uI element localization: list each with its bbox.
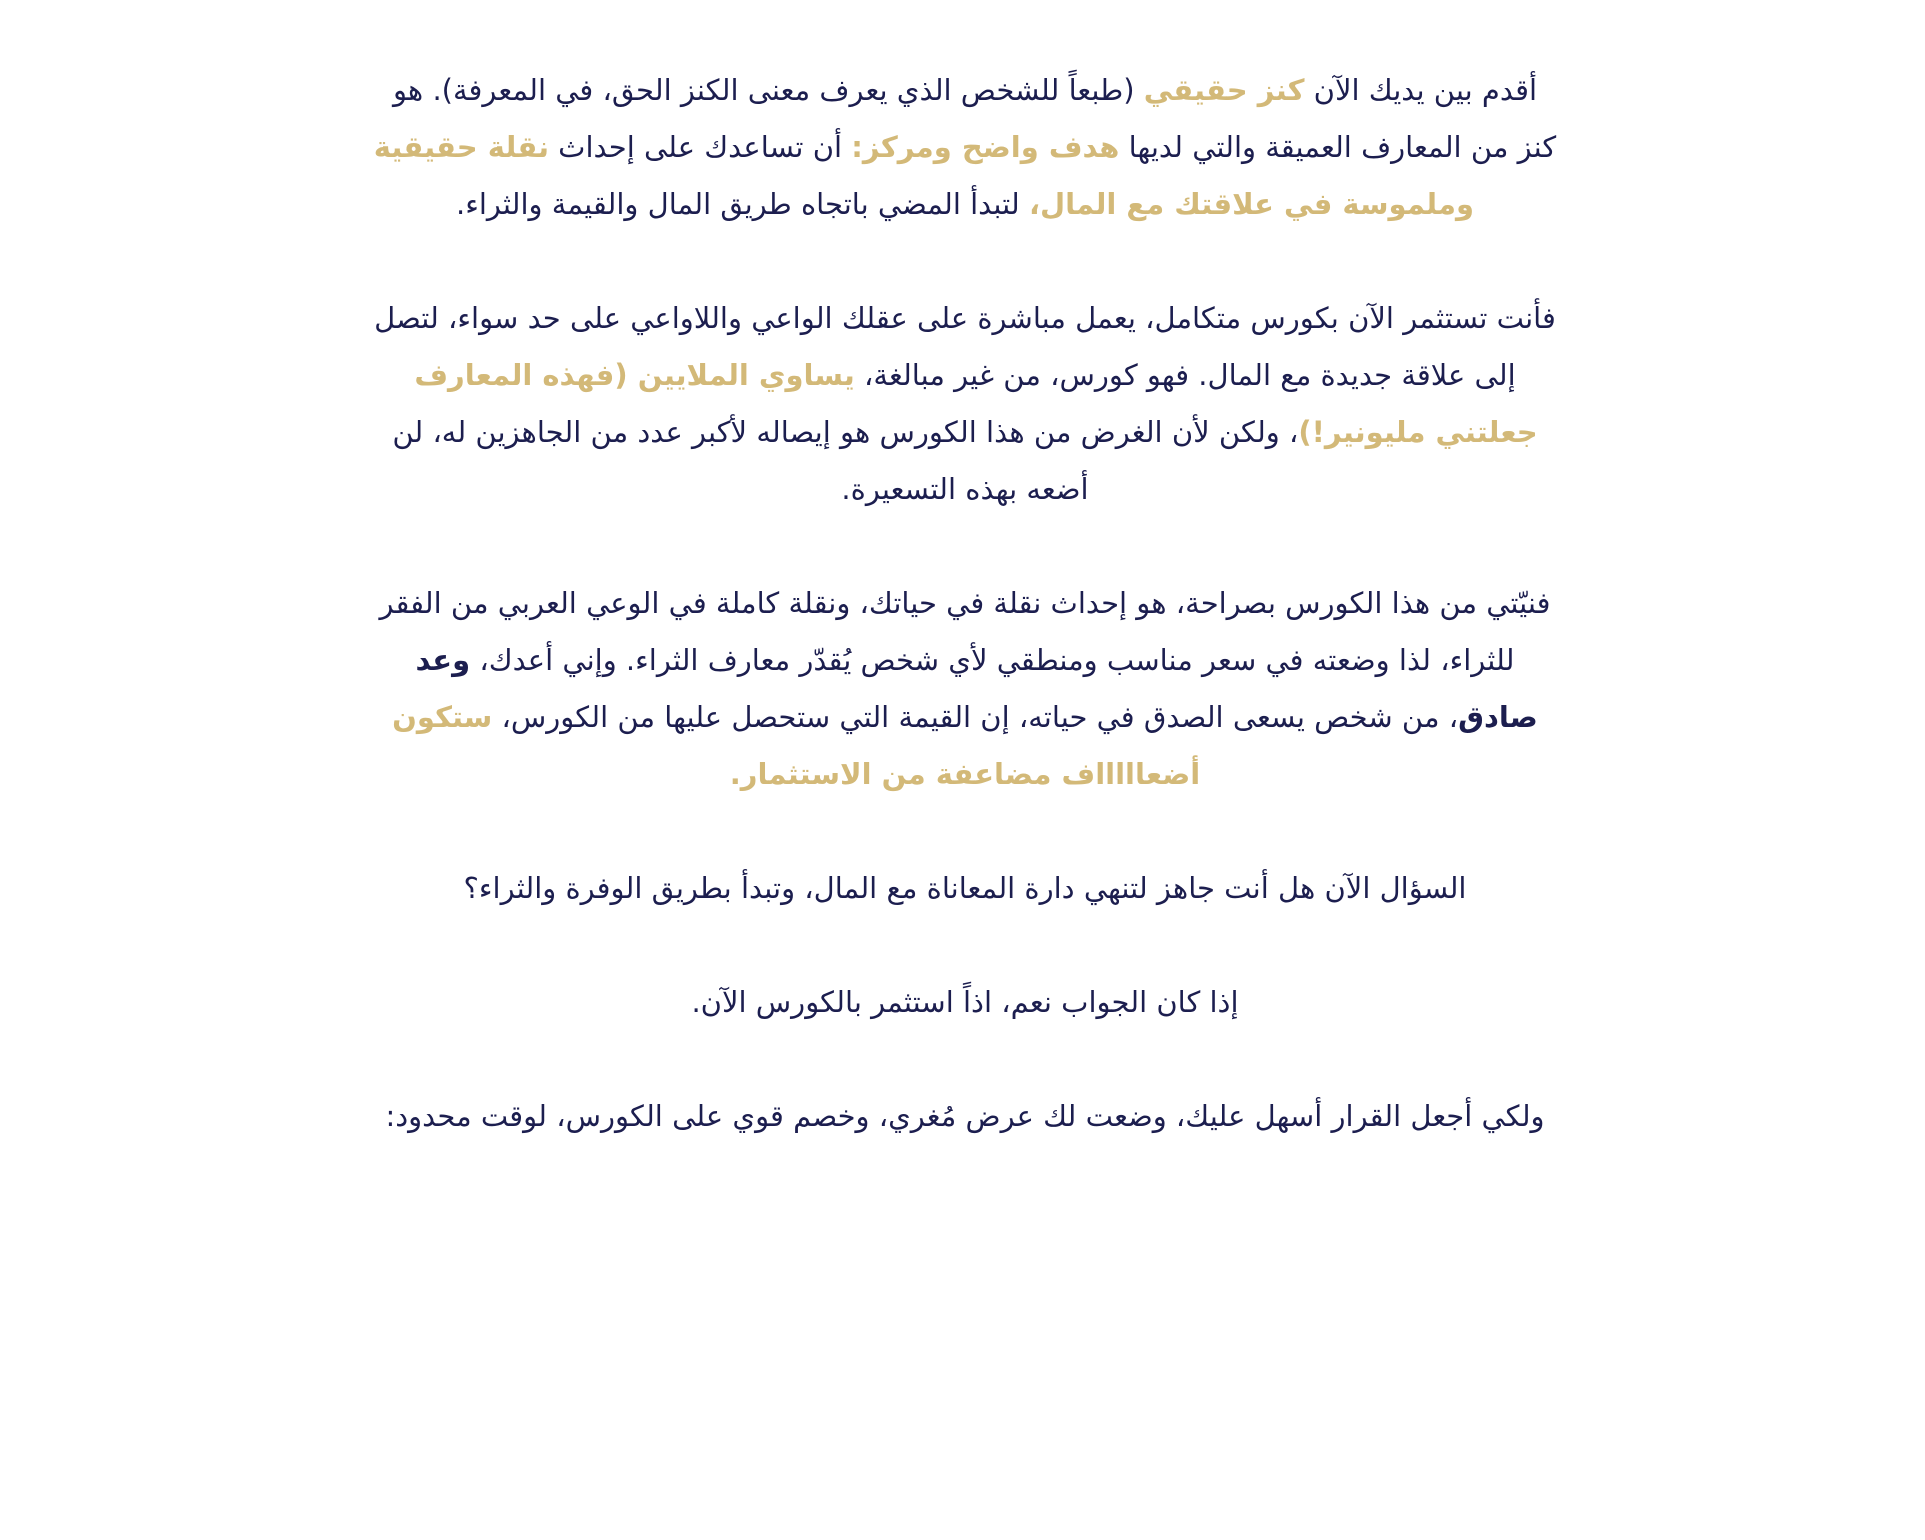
text-segment: أن تساعدك على إحداث <box>548 130 852 164</box>
paragraph-answer <box>370 974 1560 1031</box>
highlight-true-promise: وعد صادق <box>415 643 1538 734</box>
paragraph-question <box>370 860 1560 917</box>
text-segment: ، ولكن لأن الغرض من هذا الكورس هو إيصاله لأكبر عدد من الجاهزين له، لن أضعه بهذه التسعيرة. <box>392 415 1299 506</box>
highlight-worth-millions: يساوي الملايين (فهذه المعارف جعلتني مليونير!) <box>414 358 1538 449</box>
text-segment: السؤال الآن هل أنت جاهز لتنهي دارة المعاناة مع المال، وتبدأ بطريق الوفرة والثراء؟ <box>463 871 1467 905</box>
paragraph-treasure-intro <box>370 62 1560 233</box>
text-segment: ولكي أجعل القرار أسهل عليك، وضعت لك عرض مُغري، وخصم قوي على الكورس، لوقت محدود: <box>385 1099 1545 1133</box>
text-segment: (طبعاً للشخص الذي يعرف معنى الكنز الحق، في المعرفة). هو كنز من المعارف العميقة والتي لديها <box>392 73 1557 164</box>
text-segment: إذا كان الجواب نعم، اذاً استثمر بالكورس الآن. <box>691 985 1239 1019</box>
paragraph-intention-promise <box>370 575 1560 803</box>
text-segment: ، من شخص يسعى الصدق في حياته، إن القيمة التي ستحصل عليها من الكورس، <box>492 700 1459 734</box>
paragraph-offer <box>370 1088 1560 1145</box>
highlight-clear-goal: هدف واضح ومركز: <box>851 130 1120 164</box>
text-segment: فنيّتي من هذا الكورس بصراحة، هو إحداث نقلة في حياتك، ونقلة كاملة في الوعي العربي من الفقر للثراء، لذا وضعته في سعر مناسب ومنطقي لأي شخص يُقدّر معارف الثراء. وإني أعدك، <box>379 586 1551 677</box>
highlight-real-treasure: كنز حقيقي <box>1143 73 1305 107</box>
paragraph-course-value <box>370 290 1560 518</box>
text-segment: فأنت تستثمر الآن بكورس متكامل، يعمل مباشرة على عقلك الواعي واللاواعي على حد سواء، لتصل إلى علاقة جديدة مع المال. فهو كورس، من غير مبالغة، <box>374 301 1556 392</box>
text-segment: أقدم بين يديك الآن <box>1304 73 1538 107</box>
highlight-real-shift: نقلة حقيقية وملموسة في علاقتك مع المال، <box>373 130 1474 221</box>
text-segment: لتبدأ المضي باتجاه طريق المال والقيمة والثراء. <box>456 187 1029 221</box>
sales-copy <box>370 62 1560 1202</box>
highlight-multiplied-value: ستكون أضعاااااف مضاعفة من الاستثمار. <box>392 700 1201 791</box>
